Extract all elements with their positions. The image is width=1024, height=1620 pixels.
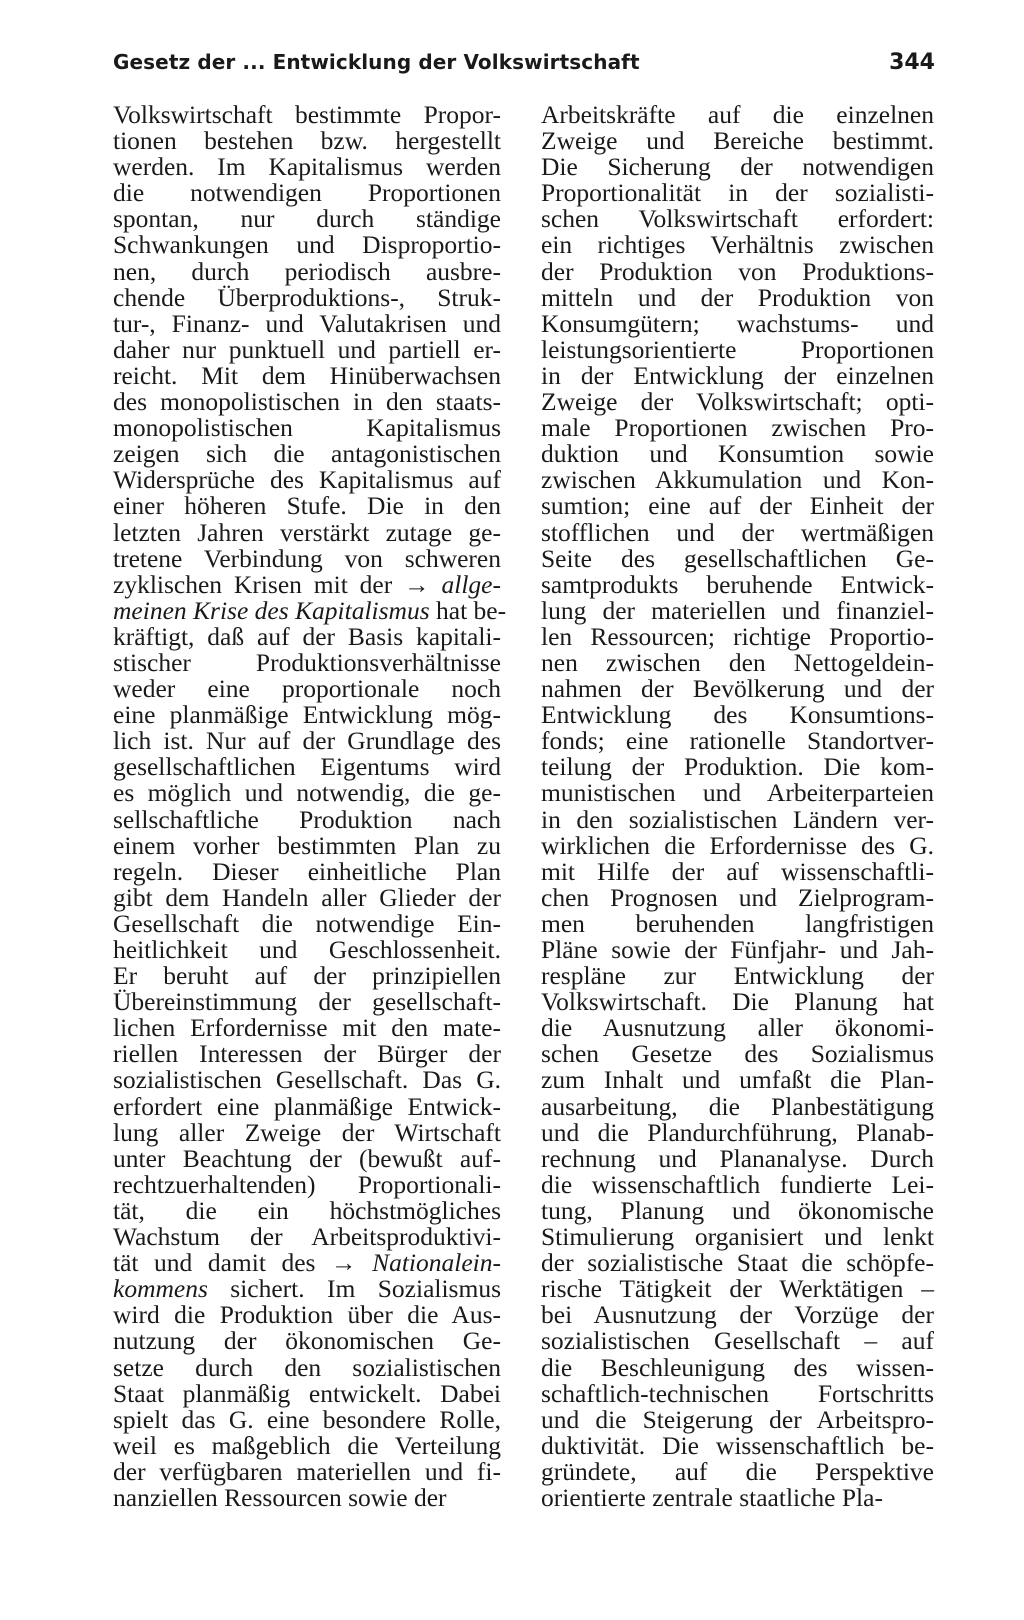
text-line bbox=[113, 804, 501, 834]
text-run: einem vorher bestimmten Plan zu bbox=[113, 830, 501, 860]
text-run: stofflichen und der wertmäßigen bbox=[541, 517, 934, 547]
text-line bbox=[113, 1091, 501, 1121]
text-line bbox=[113, 1041, 501, 1067]
text-run: Arbeitskräfte auf die einzelnen bbox=[541, 100, 934, 129]
text-line bbox=[541, 360, 934, 390]
text-run: fonds; eine rationelle Standortver- bbox=[541, 726, 934, 756]
text-line bbox=[113, 1302, 501, 1328]
text-line bbox=[113, 937, 501, 963]
text-run: unter Beachtung der (bewußt auf- bbox=[113, 1143, 501, 1173]
text-run: men beruhenden langfristigen bbox=[541, 908, 934, 938]
text-run: und die Steigerung der Arbeitspro- bbox=[541, 1404, 934, 1434]
text-run: spontan, nur durch ständige bbox=[113, 204, 501, 234]
text-run: tung, Planung und ökonomische bbox=[541, 1195, 934, 1225]
text-line bbox=[113, 1328, 501, 1354]
text-run: Volkswirtschaft. Die Planung hat bbox=[541, 987, 934, 1017]
text-run: lich ist. Nur auf der Grundlage des bbox=[113, 726, 501, 756]
text-line bbox=[113, 1143, 501, 1173]
text-run: lung der materiellen und finanziel- bbox=[541, 595, 934, 625]
text-line bbox=[113, 467, 501, 493]
text-run: tät und damit des → bbox=[113, 1248, 373, 1278]
text-run: regeln. Dieser einheitliche Plan bbox=[113, 856, 501, 886]
text-run: setze durch den sozialistischen bbox=[113, 1352, 501, 1382]
text-line bbox=[541, 1378, 934, 1408]
text-run: sichert. Im Sozialismus bbox=[207, 1274, 501, 1304]
text-run: len Ressourcen; richtige Proportio- bbox=[541, 621, 934, 651]
text-run: nahmen der Bevölkerung und der bbox=[541, 674, 934, 704]
text-line bbox=[113, 206, 501, 232]
text-line bbox=[541, 232, 934, 258]
text-line bbox=[541, 1091, 934, 1121]
text-line bbox=[113, 180, 501, 206]
text-run: mit Hilfe der auf wissenschaftli- bbox=[541, 856, 934, 886]
right-text-column bbox=[541, 102, 934, 1511]
text-line bbox=[541, 856, 934, 886]
text-line bbox=[541, 1328, 934, 1354]
text-line bbox=[541, 728, 934, 754]
text-run: tionen bestehen bzw. hergestellt bbox=[113, 126, 501, 156]
text-line bbox=[541, 621, 934, 651]
text-run: male Proportionen zwischen Pro- bbox=[541, 413, 934, 443]
text-line bbox=[541, 569, 934, 599]
text-run: Widersprüche des Kapitalismus auf bbox=[113, 465, 501, 495]
text-line bbox=[541, 1352, 934, 1382]
text-line bbox=[113, 830, 501, 860]
text-line bbox=[113, 882, 501, 912]
text-line bbox=[541, 830, 934, 860]
text-run: tur-, Finanz- und Valutakrisen und bbox=[113, 308, 501, 338]
text-line bbox=[541, 882, 934, 912]
text-run: leistungsorientierte Proportionen bbox=[541, 334, 934, 364]
text-line bbox=[541, 1224, 934, 1250]
text-line bbox=[113, 989, 501, 1015]
text-run: der sozialistische Staat die schöpfe- bbox=[541, 1248, 934, 1278]
text-run: letzten Jahren verstärkt zutage ge- bbox=[113, 517, 501, 547]
text-run: respläne zur Entwicklung der bbox=[541, 961, 934, 991]
text-run: wird die Produktion über die Aus- bbox=[113, 1300, 501, 1330]
text-line bbox=[113, 1169, 501, 1199]
text-line bbox=[541, 595, 934, 625]
text-run: samtprodukts beruhende Entwick- bbox=[541, 569, 934, 599]
text-run: duktion und Konsumtion sowie bbox=[541, 439, 934, 469]
text-run: erfordert eine planmäßige Entwick- bbox=[113, 1091, 501, 1121]
italic-reference: allge- bbox=[441, 569, 501, 599]
text-run: in den sozialistischen Ländern ver- bbox=[541, 804, 934, 834]
text-run: rechnung und Plananalyse. Durch bbox=[541, 1143, 934, 1173]
text-run: schaftlich-technischen Fortschritts bbox=[541, 1378, 934, 1408]
text-line bbox=[113, 256, 501, 286]
text-line bbox=[113, 1276, 501, 1302]
text-line bbox=[113, 1430, 501, 1460]
text-run: nutzung der ökonomischen Ge- bbox=[113, 1326, 501, 1356]
text-run: die Beschleunigung des wissen- bbox=[541, 1352, 934, 1382]
text-run: Konsumgütern; wachstums- und bbox=[541, 308, 934, 338]
text-run: orientierte zentrale staatliche Pla- bbox=[541, 1482, 883, 1512]
text-run: lichen Erfordernisse mit den mate- bbox=[113, 1013, 501, 1043]
text-run: kräftigt, daß auf der Basis kapitali- bbox=[113, 621, 501, 651]
text-line bbox=[541, 441, 934, 467]
text-line bbox=[113, 1456, 501, 1486]
text-line bbox=[113, 1224, 501, 1250]
text-line bbox=[113, 493, 501, 519]
text-line bbox=[541, 493, 934, 519]
text-line bbox=[113, 676, 501, 702]
text-run: ein richtiges Verhältnis zwischen bbox=[541, 230, 934, 260]
text-run: chen Prognosen und Zielprogram- bbox=[541, 882, 934, 912]
text-run: Stimulierung organisiert und lenkt bbox=[541, 1222, 934, 1252]
text-run: gesellschaftlichen Eigentums wird bbox=[113, 752, 501, 782]
text-line bbox=[541, 256, 934, 286]
text-run: in der Entwicklung der einzelnen bbox=[541, 360, 934, 390]
text-line bbox=[113, 780, 501, 806]
text-line bbox=[541, 963, 934, 989]
text-line bbox=[113, 308, 501, 338]
text-line bbox=[113, 963, 501, 989]
text-run: weil es maßgeblich die Verteilung bbox=[113, 1430, 501, 1460]
text-run: zyklischen Krisen mit der → bbox=[113, 569, 442, 599]
text-run: sumtion; eine auf der Einheit der bbox=[541, 491, 934, 521]
text-run: sellschaftliche Produktion nach bbox=[113, 804, 501, 834]
text-line bbox=[113, 102, 501, 128]
text-run: schen Volkswirtschaft erfordert: bbox=[541, 204, 934, 234]
text-run: gibt dem Handeln aller Glieder der bbox=[113, 882, 501, 912]
text-run: bei Ausnutzung der Vorzüge der bbox=[541, 1300, 934, 1330]
text-line bbox=[541, 804, 934, 834]
text-run: zum Inhalt und umfaßt die Plan- bbox=[541, 1065, 934, 1095]
italic-reference: Nationalein- bbox=[372, 1248, 501, 1278]
text-run: die wissenschaftlich fundierte Lei- bbox=[541, 1169, 934, 1199]
text-run: teilung der Produktion. Die kom- bbox=[541, 752, 934, 782]
text-run: Die Sicherung der notwendigen bbox=[541, 152, 934, 182]
text-run: heitlichkeit und Geschlossenheit. bbox=[113, 935, 501, 964]
text-run: spielt das G. eine besondere Rolle, bbox=[113, 1404, 501, 1434]
text-line bbox=[541, 1195, 934, 1225]
text-line bbox=[541, 937, 934, 963]
text-run: zeigen sich die antagonistischen bbox=[113, 439, 501, 469]
text-line bbox=[113, 441, 501, 467]
text-run: die Ausnutzung aller ökonomi- bbox=[541, 1013, 934, 1043]
text-run: Proportionalität in der sozialisti- bbox=[541, 178, 934, 208]
text-line bbox=[113, 389, 501, 415]
text-run: Wachstum der Arbeitsproduktivi- bbox=[113, 1222, 501, 1252]
text-line bbox=[541, 1169, 934, 1199]
text-run: stischer Produktionsverhältnisse bbox=[113, 647, 501, 677]
text-line bbox=[541, 1015, 934, 1041]
text-line bbox=[113, 1352, 501, 1382]
text-run: es möglich und notwendig, die ge- bbox=[113, 778, 501, 808]
text-run: Gesellschaft die notwendige Ein- bbox=[113, 908, 501, 938]
text-run: schen Gesetze des Sozialismus bbox=[541, 1039, 934, 1069]
text-line bbox=[541, 1456, 934, 1486]
text-run: Pläne sowie der Fünfjahr- und Jah- bbox=[541, 935, 934, 964]
left-text-column bbox=[113, 100, 507, 1512]
text-line bbox=[541, 1430, 934, 1460]
text-run: der verfügbaren materiellen und fi- bbox=[113, 1456, 501, 1486]
text-line bbox=[113, 1378, 501, 1408]
text-run: Schwankungen und Disproportio- bbox=[113, 230, 501, 260]
text-run: chende Überproduktions-, Struk- bbox=[113, 282, 501, 312]
text-run: monopolistischen Kapitalismus bbox=[113, 413, 501, 443]
text-line bbox=[541, 415, 934, 441]
text-run: Volkswirtschaft bestimmte Propor- bbox=[113, 100, 501, 129]
text-run: daher nur punktuell und partiell er- bbox=[113, 334, 501, 364]
text-run: Zweige und Bereiche bestimmt. bbox=[541, 126, 934, 156]
text-line bbox=[541, 676, 934, 702]
text-run: sozialistischen Gesellschaft. Das G. bbox=[113, 1065, 501, 1095]
text-run: Entwicklung des Konsumtions- bbox=[541, 700, 934, 730]
text-line bbox=[541, 908, 934, 938]
text-line bbox=[541, 702, 934, 728]
text-line bbox=[541, 1143, 934, 1173]
text-run: des monopolistischen in den staats- bbox=[113, 387, 501, 417]
text-run: rische Tätigkeit der Werktätigen – bbox=[541, 1274, 934, 1304]
text-line bbox=[113, 569, 501, 599]
text-line bbox=[113, 754, 501, 780]
text-run: und die Plandurchführung, Planab- bbox=[541, 1117, 934, 1147]
text-run: Übereinstimmung der gesellschaft- bbox=[113, 987, 501, 1017]
text-line bbox=[541, 180, 934, 206]
text-run: nen zwischen den Nettogeldein- bbox=[541, 647, 934, 677]
text-line bbox=[541, 1404, 934, 1434]
text-line bbox=[541, 754, 934, 780]
text-run: nen, durch periodisch ausbre- bbox=[113, 256, 501, 286]
text-run: lung aller Zweige der Wirtschaft bbox=[113, 1117, 501, 1147]
text-line bbox=[113, 1250, 501, 1276]
text-line bbox=[113, 728, 501, 754]
text-line bbox=[541, 989, 934, 1015]
text-run: tät, die ein höchstmögliches bbox=[113, 1195, 501, 1225]
text-line bbox=[541, 389, 934, 415]
text-run: rechtzuerhaltenden) Proportionali- bbox=[113, 1169, 501, 1199]
text-line bbox=[541, 102, 934, 128]
text-line bbox=[541, 543, 934, 573]
text-run: sozialistischen Gesellschaft – auf bbox=[541, 1326, 934, 1356]
text-line bbox=[113, 360, 501, 390]
text-line bbox=[113, 415, 501, 441]
running-head: Gesetz der ... Entwicklung der Volkswirtschaft bbox=[113, 50, 640, 74]
text-line bbox=[113, 232, 501, 258]
text-line bbox=[113, 1404, 501, 1434]
text-run: riellen Interessen der Bürger der bbox=[113, 1039, 501, 1069]
text-run: munistischen und Arbeiterparteien bbox=[541, 778, 934, 808]
text-line bbox=[113, 1482, 501, 1512]
text-line bbox=[113, 517, 501, 547]
text-line bbox=[541, 1117, 934, 1147]
text-line bbox=[113, 702, 501, 728]
text-line bbox=[113, 856, 501, 886]
text-run: duktivität. Die wissenschaftlich be- bbox=[541, 1430, 934, 1460]
text-run: hat be- bbox=[429, 595, 507, 625]
text-line bbox=[541, 1482, 934, 1512]
text-run: nanziellen Ressourcen sowie der bbox=[113, 1482, 447, 1512]
text-run: wirklichen die Erfordernisse des G. bbox=[541, 830, 934, 860]
text-run: reicht. Mit dem Hinüberwachsen bbox=[113, 360, 501, 390]
text-line bbox=[113, 621, 501, 651]
text-line bbox=[541, 334, 934, 364]
text-line bbox=[113, 908, 501, 938]
text-run: Staat planmäßig entwickelt. Dabei bbox=[113, 1378, 501, 1408]
page-number: 344 bbox=[889, 50, 935, 75]
text-line bbox=[541, 128, 934, 154]
text-line bbox=[541, 780, 934, 806]
text-line bbox=[541, 154, 934, 180]
text-line bbox=[113, 1117, 501, 1147]
text-run: zwischen Akkumulation und Kon- bbox=[541, 465, 934, 495]
text-line bbox=[541, 1302, 934, 1328]
text-run: der Produktion von Produktions- bbox=[541, 256, 934, 286]
text-run: einer höheren Stufe. Die in den bbox=[113, 491, 501, 521]
text-line bbox=[113, 334, 501, 364]
text-run: weder eine proportionale noch bbox=[113, 674, 501, 704]
text-run: Seite des gesellschaftlichen Ge- bbox=[541, 543, 934, 573]
text-line bbox=[113, 543, 501, 573]
italic-reference: kommens bbox=[113, 1274, 208, 1304]
text-line bbox=[113, 128, 501, 154]
text-run: die notwendigen Proportionen bbox=[113, 178, 501, 208]
text-line bbox=[113, 1067, 501, 1093]
text-line bbox=[541, 1041, 934, 1067]
text-line bbox=[541, 308, 934, 338]
text-line bbox=[113, 154, 501, 180]
text-run: tretene Verbindung von schweren bbox=[113, 543, 501, 573]
text-run: gründete, auf die Perspektive bbox=[541, 1456, 934, 1486]
text-line bbox=[541, 647, 934, 677]
text-line bbox=[113, 1015, 501, 1041]
text-run: werden. Im Kapitalismus werden bbox=[113, 152, 501, 182]
text-line bbox=[541, 517, 934, 547]
text-line bbox=[113, 595, 507, 625]
text-run: ausarbeitung, die Planbestätigung bbox=[541, 1091, 934, 1121]
text-line bbox=[113, 647, 501, 677]
page-header bbox=[113, 50, 935, 90]
text-line bbox=[113, 282, 501, 312]
text-run: Er beruht auf der prinzipiellen bbox=[113, 961, 501, 991]
text-line bbox=[541, 467, 934, 493]
italic-reference: meinen Krise des Kapitalismus bbox=[113, 595, 430, 625]
text-line bbox=[541, 282, 934, 312]
text-run: eine planmäßige Entwicklung mög- bbox=[113, 700, 501, 730]
text-line bbox=[541, 1276, 934, 1302]
text-run: mitteln und der Produktion von bbox=[541, 282, 934, 312]
text-line bbox=[541, 1250, 934, 1276]
text-line bbox=[541, 1067, 934, 1093]
text-line bbox=[541, 206, 934, 232]
text-line bbox=[113, 1195, 501, 1225]
text-run: Zweige der Volkswirtschaft; opti- bbox=[541, 387, 934, 417]
